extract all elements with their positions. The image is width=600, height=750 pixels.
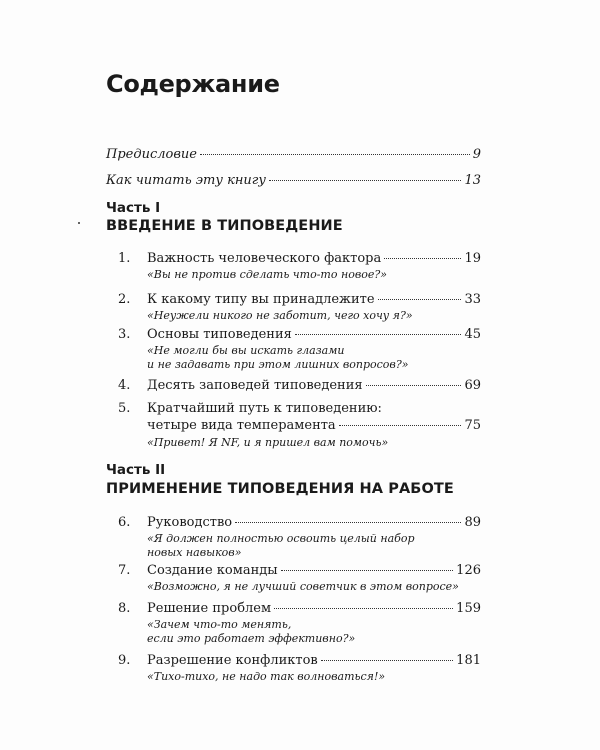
part-label: Часть I [106,200,161,216]
page-number: 126 [456,563,481,578]
chapter-number: 5. [118,401,131,416]
chapter-number: 2. [118,292,131,307]
toc-entry-chapter-9[interactable] [147,652,481,669]
page-number: 45 [464,327,481,342]
chapter-epigraph: «Я должен полностью освоить целый набор [147,532,415,545]
toc-entry-how-to-read[interactable] [106,172,481,189]
dot-leader [281,570,454,571]
chapter-epigraph: «Тихо-тихо, не надо так волноваться!» [147,670,386,683]
entry-title: Основы типоведения [147,327,292,342]
chapter-number: 8. [118,601,131,616]
dot-leader [321,660,453,661]
entry-title: Создание команды [147,563,278,578]
page-number: 19 [464,251,481,266]
dot-leader [295,334,462,335]
dot-leader [235,522,461,523]
dot-leader [378,299,462,300]
page-number: 13 [464,173,481,188]
toc-entry-preface[interactable] [106,146,481,163]
part-title: ПРИМЕНЕНИЕ ТИПОВЕДЕНИЯ НА РАБОТЕ [106,481,454,497]
entry-title: Важность человеческого фактора [147,251,382,266]
toc-entry-chapter-2[interactable] [147,291,481,308]
dot-leader [339,425,462,426]
chapter-number: 1. [118,251,131,266]
toc-entry-chapter-6[interactable] [147,514,481,531]
chapter-number: 6. [118,515,131,530]
chapter-epigraph: если это работает эффективно?» [147,632,356,645]
entry-title: четыре вида темперамента [147,418,336,433]
chapter-number: 9. [118,653,131,668]
toc-entry-chapter-4[interactable] [147,377,481,394]
page-number: 75 [464,418,481,433]
chapter-number: 4. [118,378,131,393]
toc-entry-chapter-1[interactable] [147,250,481,267]
dot-leader [366,385,462,386]
toc-entry-chapter-7[interactable] [147,562,481,579]
margin-mark [78,222,80,224]
part-label: Часть II [106,462,166,478]
dot-leader [200,154,470,155]
entry-title: К какому типу вы принадлежите [147,292,375,307]
part-title: ВВЕДЕНИЕ В ТИПОВЕДЕНИЕ [106,218,343,234]
page-number: 159 [456,601,481,616]
chapter-epigraph: «Не могли бы вы искать глазами [147,344,345,357]
entry-title: Решение проблем [147,601,272,616]
chapter-number: 3. [118,327,131,342]
chapter-epigraph: новых навыков» [147,546,242,559]
page-number: 181 [456,653,481,668]
entry-title-line: Кратчайший путь к типоведению: [147,401,382,416]
page-number: 69 [464,378,481,393]
chapter-epigraph: «Привет! Я NF, и я пришел вам помочь» [147,436,389,449]
dot-leader [274,608,453,609]
chapter-epigraph: «Неужели никого не заботит, чего хочу я?» [147,309,413,322]
chapter-number: 7. [118,563,131,578]
chapter-epigraph: «Вы не против сделать что-то новое?» [147,268,387,281]
toc-entry-chapter-3[interactable] [147,326,481,343]
chapter-epigraph: «Зачем что-то менять, [147,618,292,631]
page-number: 89 [464,515,481,530]
entry-title: Как читать эту книгу [106,173,266,188]
entry-title: Разрешение конфликтов [147,653,318,668]
entry-title: Предисловие [106,147,197,162]
toc-entry-chapter-8[interactable] [147,600,481,617]
chapter-epigraph: «Возможно, я не лучший советчик в этом вопросе» [147,580,459,593]
entry-title: Руководство [147,515,233,530]
page-number: 33 [464,292,481,307]
page-title: Содержание [106,70,280,98]
chapter-epigraph: и не задавать при этом лишних вопросов?» [147,358,409,371]
toc-entry-chapter-5[interactable] [147,417,481,434]
entry-title: Десять заповедей типоведения [147,378,363,393]
page-number: 9 [472,147,481,162]
dot-leader [269,180,462,181]
dot-leader [384,258,461,259]
